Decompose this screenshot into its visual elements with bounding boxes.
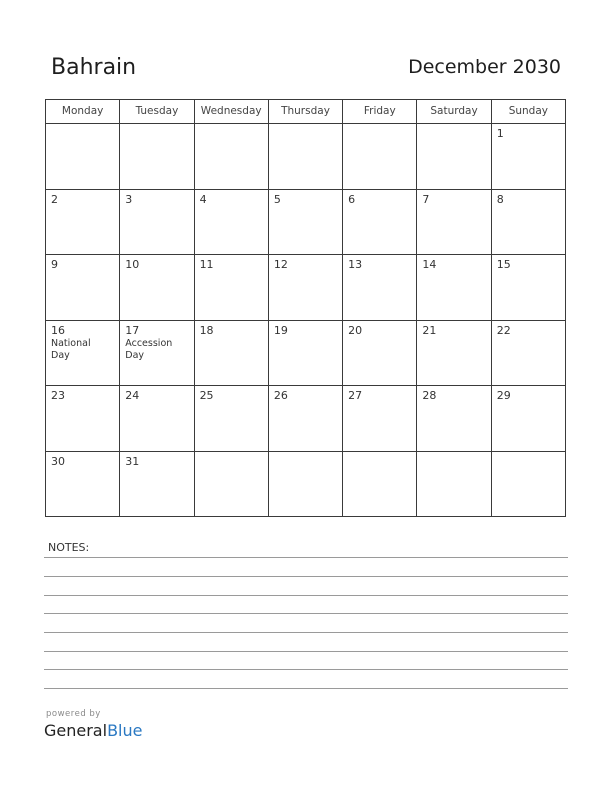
weekday-header: Sunday xyxy=(492,100,566,124)
day-number: 3 xyxy=(125,192,133,206)
day-cell[interactable] xyxy=(492,452,566,518)
day-cell[interactable] xyxy=(417,255,491,321)
day-cell[interactable] xyxy=(492,386,566,452)
weekday-header: Saturday xyxy=(417,100,491,124)
day-number: 10 xyxy=(125,258,140,271)
calendar-country-title: Bahrain xyxy=(51,55,137,80)
day-cell[interactable] xyxy=(120,321,194,387)
day-number: 19 xyxy=(273,323,288,337)
holiday-label: National Day xyxy=(51,337,91,361)
day-cell[interactable] xyxy=(120,452,194,518)
day-number: 5 xyxy=(273,192,281,206)
day-cell[interactable] xyxy=(417,190,491,256)
day-cell[interactable] xyxy=(492,190,566,256)
day-cell[interactable] xyxy=(417,452,491,518)
day-number: 23 xyxy=(51,389,65,402)
weekday-header: Tuesday xyxy=(120,100,194,124)
weekday-header: Wednesday xyxy=(195,100,269,124)
day-cell[interactable] xyxy=(195,321,269,387)
day-number: 12 xyxy=(273,258,288,271)
notes-line xyxy=(44,632,568,633)
day-number: 31 xyxy=(125,454,140,468)
day-number: 7 xyxy=(422,192,430,206)
day-number: 21 xyxy=(422,323,437,337)
day-number: 24 xyxy=(125,389,140,402)
day-number: 14 xyxy=(422,258,437,271)
notes-line xyxy=(44,557,568,558)
day-cell[interactable] xyxy=(269,124,343,190)
day-number: 17 xyxy=(125,323,140,337)
day-cell[interactable] xyxy=(195,386,269,452)
day-number: 18 xyxy=(199,323,214,337)
day-cell[interactable] xyxy=(120,190,194,256)
brand-general-text: General xyxy=(44,721,108,740)
weekday-header: Monday xyxy=(46,100,120,124)
day-number: 25 xyxy=(199,389,214,402)
day-cell[interactable] xyxy=(417,386,491,452)
day-cell[interactable] xyxy=(120,255,194,321)
weekday-header: Friday xyxy=(343,100,417,124)
day-cell[interactable] xyxy=(417,321,491,387)
day-cell[interactable] xyxy=(120,386,194,452)
day-number: 2 xyxy=(51,192,58,206)
day-cell[interactable] xyxy=(46,452,120,518)
holiday-label: Accession Day xyxy=(125,337,173,361)
notes-line xyxy=(44,669,568,670)
calendar-grid xyxy=(45,99,566,517)
brand-logo[interactable] xyxy=(44,721,142,740)
notes-label: NOTES: xyxy=(48,541,90,554)
day-cell[interactable] xyxy=(269,321,343,387)
day-cell[interactable] xyxy=(46,321,120,387)
day-number: 1 xyxy=(496,127,504,140)
brand-blue-text: Blue xyxy=(107,721,143,740)
day-cell[interactable] xyxy=(492,255,566,321)
notes-line xyxy=(44,651,568,652)
day-cell[interactable] xyxy=(195,452,269,518)
day-cell[interactable] xyxy=(269,255,343,321)
day-cell[interactable] xyxy=(343,190,417,256)
day-cell[interactable] xyxy=(417,124,491,190)
day-number: 16 xyxy=(51,323,65,337)
day-cell[interactable] xyxy=(269,386,343,452)
calendar-month-title: December 2030 xyxy=(408,56,561,78)
day-number: 28 xyxy=(422,389,437,402)
day-number: 13 xyxy=(348,258,363,271)
day-cell[interactable] xyxy=(46,255,120,321)
day-number: 6 xyxy=(348,192,356,206)
notes-line xyxy=(44,688,568,689)
day-number: 26 xyxy=(273,389,288,402)
day-cell[interactable] xyxy=(46,386,120,452)
day-number: 29 xyxy=(496,389,511,402)
day-cell[interactable] xyxy=(120,124,194,190)
day-number: 4 xyxy=(199,192,207,206)
day-cell[interactable] xyxy=(46,190,120,256)
day-number: 22 xyxy=(496,323,511,337)
day-number: 30 xyxy=(51,454,65,468)
day-cell[interactable] xyxy=(195,255,269,321)
day-cell[interactable] xyxy=(343,452,417,518)
day-cell[interactable] xyxy=(269,190,343,256)
day-number: 11 xyxy=(199,258,214,271)
day-cell[interactable] xyxy=(195,190,269,256)
day-cell[interactable] xyxy=(343,255,417,321)
day-cell[interactable] xyxy=(343,321,417,387)
notes-line xyxy=(44,576,568,577)
day-number: 9 xyxy=(51,258,58,271)
day-cell[interactable] xyxy=(492,321,566,387)
powered-by-text: powered by xyxy=(46,709,101,719)
day-number: 27 xyxy=(348,389,363,402)
day-cell[interactable] xyxy=(492,124,566,190)
day-cell[interactable] xyxy=(195,124,269,190)
day-cell[interactable] xyxy=(46,124,120,190)
notes-line xyxy=(44,595,568,596)
day-cell[interactable] xyxy=(343,124,417,190)
day-number: 15 xyxy=(496,258,511,271)
weekday-header: Thursday xyxy=(269,100,343,124)
notes-line xyxy=(44,613,568,614)
day-cell[interactable] xyxy=(343,386,417,452)
day-number: 8 xyxy=(496,192,504,206)
day-number: 20 xyxy=(348,323,363,337)
day-cell[interactable] xyxy=(269,452,343,518)
